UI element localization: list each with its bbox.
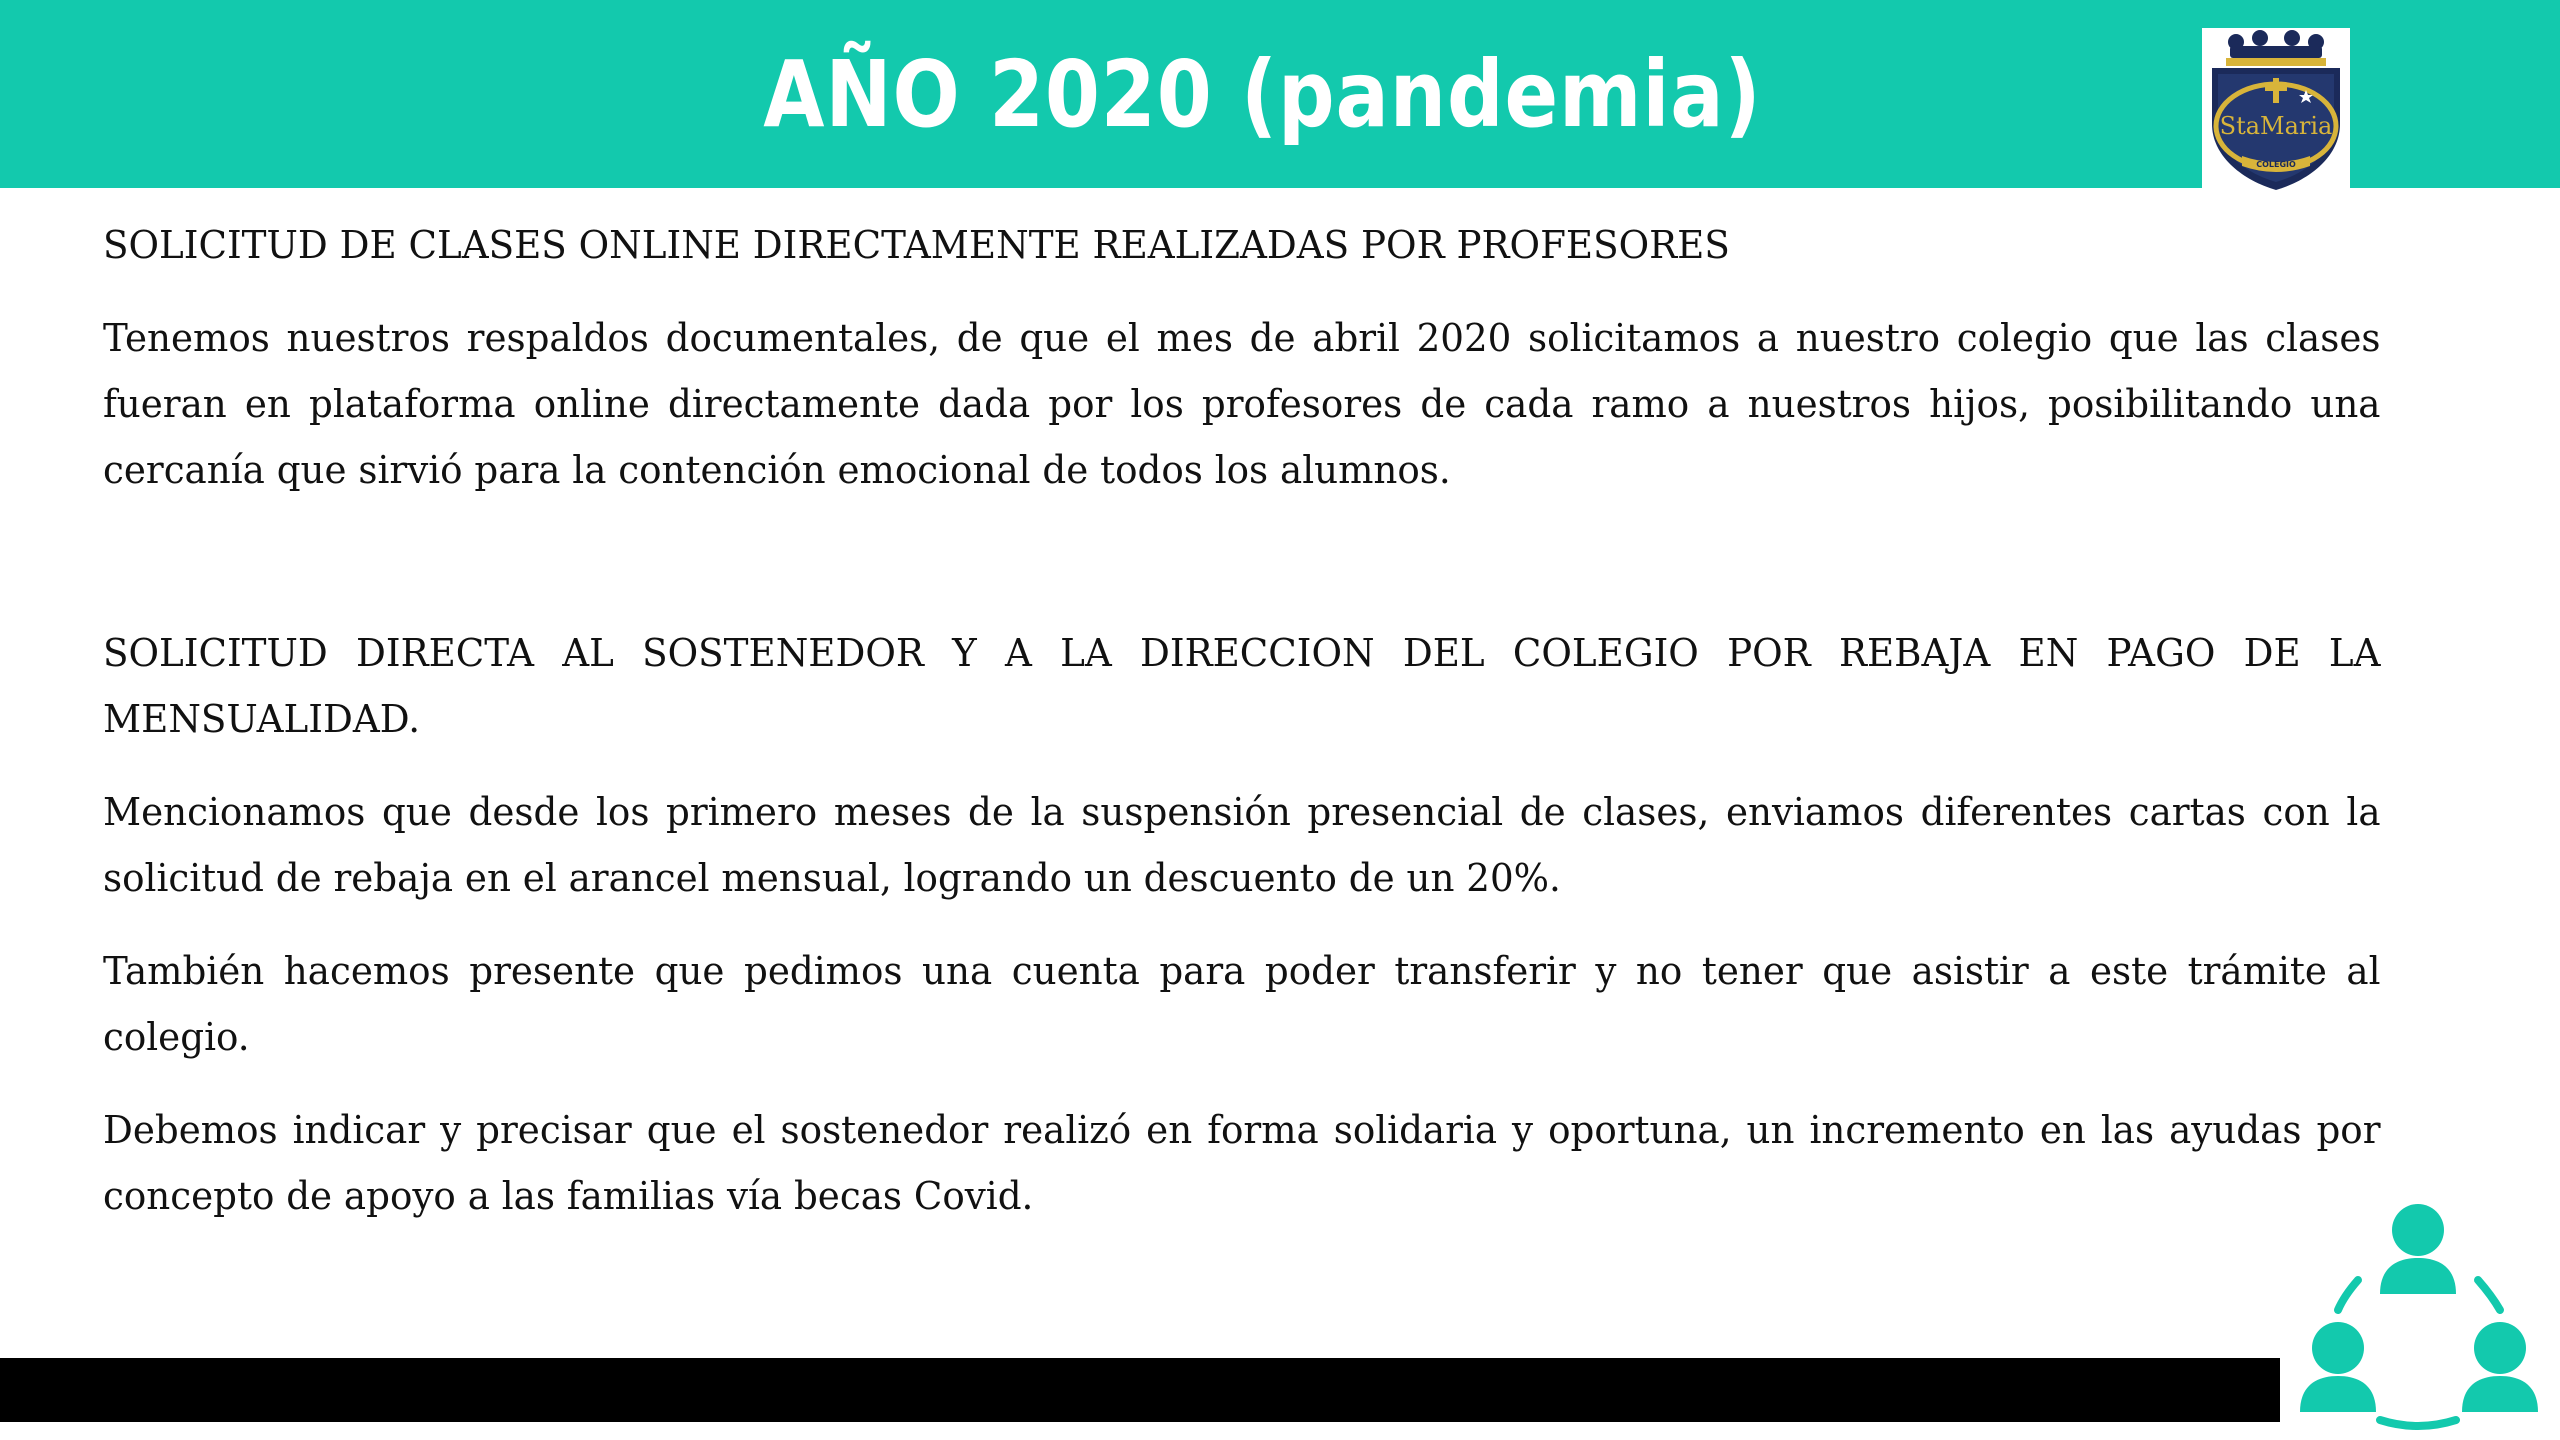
footer-bar xyxy=(0,1358,2280,1422)
slide-body xyxy=(103,212,2427,1256)
logo-subtext: COLEGIO xyxy=(2256,160,2296,169)
people-network-icon xyxy=(2300,1196,2540,1432)
heading-fee-reduction: SOLICITUD DIRECTA AL SOSTENEDOR Y A LA DIRECCION DEL COLEGIO POR REBAJA EN PAGO DE LA MENSUALIDAD. xyxy=(103,631,2381,741)
paragraph-transfer-account: También hacemos presente que pedimos una cuenta para poder transferir y no tener que asistir a este trámite al colegio. xyxy=(103,949,2381,1059)
paragraph-online-classes: Tenemos nuestros respaldos documentales, de que el mes de abril 2020 solicitamos a nuestro colegio que las clases fueran en plataforma online directamente dada por los profesores de cada ramo a nuestros hijos, posibilitando una cercanía que sirvió para la contención emocional de todos los alumnos. xyxy=(103,316,2381,492)
school-crest-icon xyxy=(2202,28,2350,194)
logo-text: StaMaria xyxy=(2219,112,2333,140)
heading-online-classes: SOLICITUD DE CLASES ONLINE DIRECTAMENTE REALIZADAS POR PROFESORES xyxy=(103,223,1730,267)
paragraph-fee-reduction: Mencionamos que desde los primero meses de la suspensión presencial de clases, enviamos diferentes cartas con la solicitud de rebaja en el arancel mensual, logrando un descuento de un 20%. xyxy=(103,790,2381,900)
slide-title: AÑO 2020 (pandemia) xyxy=(763,41,1762,148)
school-crest-logo xyxy=(2202,28,2350,194)
paragraph-covid-scholarships: Debemos indicar y precisar que el sostenedor realizó en forma solidaria y oportuna, un incremento en las ayudas por concepto de apoyo a las familias vía becas Covid. xyxy=(103,1108,2381,1218)
